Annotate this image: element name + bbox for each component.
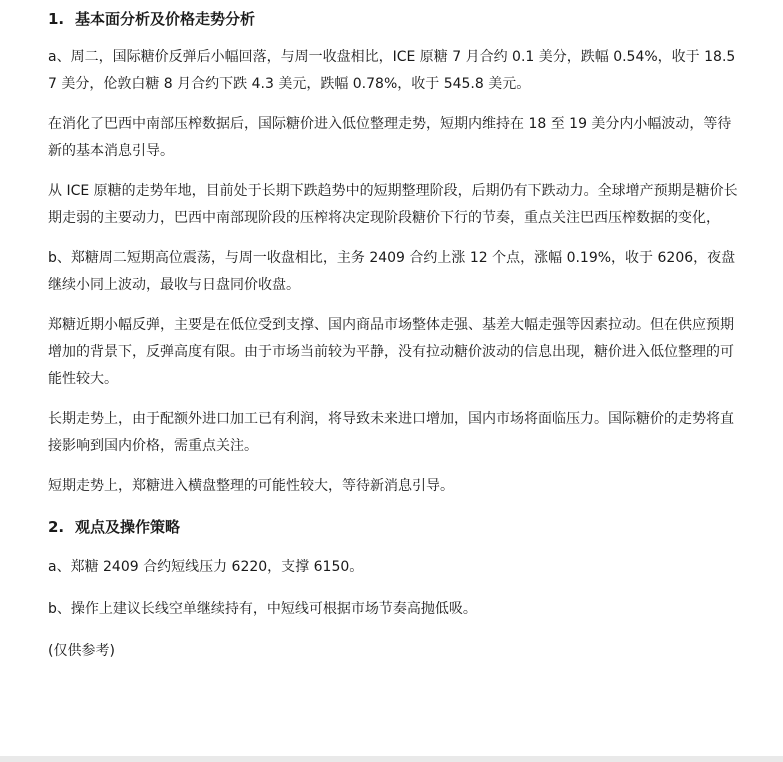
page-bottom-edge bbox=[0, 756, 783, 762]
paragraph-zhengzhou-sugar: b、郑糖周二短期高位震荡，与周一收盘相比，主务 2409 合约上涨 12 个点，涨幅 0.19%，收于 6206，夜盘继续小同上波动，最收与日盘同价收盘。 bbox=[48, 250, 736, 293]
paragraph-short-term-outlook: 短期走势上，郑糖进入横盘整理的可能性较大，等待新消息引导。 bbox=[48, 478, 454, 494]
paragraph-long-term-trend: 从 ICE 原糖的走势年地，目前处于长期下跌趋势中的短期整理阶段，后期仍有下跌动力。全球增产预期是糖价长期走弱的主要动力，巴西中南部现阶段的压榨将决定现阶段糖价下行的节奏，重点关注巴西压榨数据的变化， bbox=[48, 183, 738, 226]
paragraph-support-resistance: a、郑糖 2409 合约短线压力 6220，支撑 6150。 bbox=[48, 559, 364, 575]
section-number: 1. bbox=[48, 10, 65, 28]
section-number: 2. bbox=[48, 518, 65, 536]
paragraph-low-consolidation: 在消化了巴西中南部压榨数据后，国际糖价进入低位整理走势，短期内维持在 18 至 19 美分内小幅波动，等待新的基本消息引导。 bbox=[48, 116, 732, 159]
paragraph-operation-advice: b、操作上建议长线空单继续持有，中短线可根据市场节奏高抛低吸。 bbox=[48, 601, 477, 617]
section-title: 基本面分析及价格走势分析 bbox=[75, 10, 256, 28]
paragraph-long-term-outlook: 长期走势上，由于配额外进口加工已有利润，将导致未来进口增加，国内市场将面临压力。国际糖价的走势将直接影响到国内价格，需重点关注。 bbox=[48, 411, 734, 454]
paragraph-disclaimer: (仅供参考) bbox=[48, 643, 115, 659]
paragraph-international-sugar: a、周二，国际糖价反弹后小幅回落，与周一收盘相比，ICE 原糖 7 月合约 0.1 美分，跌幅 0.54%，收于 18.57 美分，伦敦白糖 8 月合约下跌 4.3 美元，跌幅 0.78%，收于 545.8 美元。 bbox=[48, 49, 736, 92]
section-title: 观点及操作策略 bbox=[75, 518, 181, 536]
document-body bbox=[48, 6, 738, 665]
section-heading-analysis bbox=[48, 6, 738, 32]
section-heading-strategy bbox=[48, 514, 738, 540]
paragraph-rebound-factors: 郑糖近期小幅反弹，主要是在低位受到支撑、国内商品市场整体走强、基差大幅走强等因素拉动。但在供应预期增加的背景下，反弹高度有限。由于市场当前较为平静，没有拉动糖价波动的信息出现，糖价进入低位整理的可能性较大。 bbox=[48, 317, 734, 387]
